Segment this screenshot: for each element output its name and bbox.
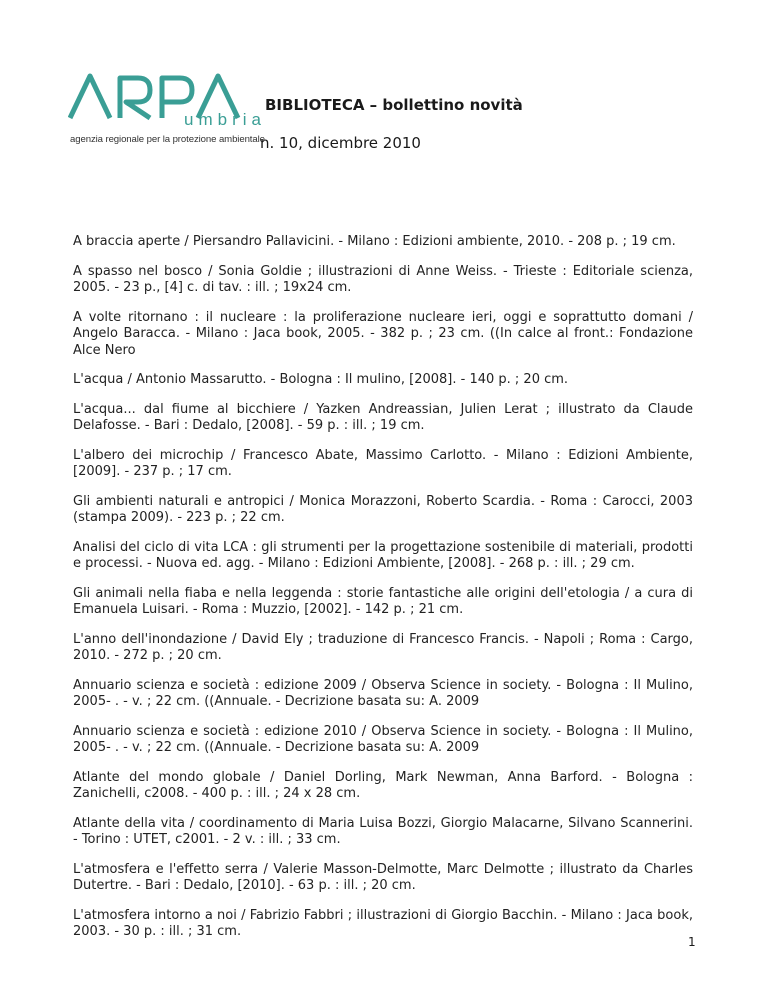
page-title: BIBLIOTECA – bollettino novità [265, 96, 523, 114]
list-item: A braccia aperte / Piersandro Pallavicini. - Milano : Edizioni ambiente, 2010. - 208 p. ; 19 cm. [73, 234, 676, 249]
logo-subtext: umbria [184, 110, 266, 129]
list-item: Analisi del ciclo di vita LCA : gli strumenti per la progettazione sostenibile di materiali, prodotti e processi. - Nuova ed. agg. - Milano : Edizioni Ambiente, [2008]. - 268 p. : ill. ; 29 cm. [73, 539, 693, 571]
list-item: A volte ritornano : il nucleare : la proliferazione nucleare ieri, oggi e soprattutto domani / Angelo Baracca. - Milano : Jaca book, 2005. - 382 p. ; 23 cm. ((In calce al front.: Fondazione Alce Nero [73, 309, 693, 358]
list-item: A spasso nel bosco / Sonia Goldie ; illustrazioni di Anne Weiss. - Trieste : Editoriale scienza, 2005. - 23 p., [4] c. di tav. : ill. ; 19x24 cm. [73, 263, 693, 295]
list-item: Annuario scienza e società : edizione 2010 / Observa Science in society. - Bologna : Il Mulino, 2005- . - v. ; 22 cm. ((Annuale. - Decrizione basata su: A. 2009 [73, 723, 693, 755]
list-item: Atlante del mondo globale / Daniel Dorling, Mark Newman, Anna Barford. - Bologna : Zanichelli, c2008. - 400 p. : ill. ; 24 x 28 cm. [73, 769, 693, 801]
list-item: L'albero dei microchip / Francesco Abate, Massimo Carlotto. - Milano : Edizioni Ambiente, [2009]. - 237 p. ; 17 cm. [73, 447, 693, 479]
list-item: L'anno dell'inondazione / David Ely ; traduzione di Francesco Francis. - Napoli ; Roma : Cargo, 2010. - 272 p. ; 20 cm. [73, 631, 693, 663]
list-item: Gli animali nella fiaba e nella leggenda : storie fantastiche alle origini dell'etologia / a cura di Emanuela Luisari. - Roma : Muzzio, [2002]. - 142 p. ; 21 cm. [73, 585, 693, 617]
bibliography-list [73, 234, 693, 954]
logo-tagline: agenzia regionale per la protezione ambientale [70, 134, 265, 145]
list-item: Gli ambienti naturali e antropici / Monica Morazzoni, Roberto Scardia. - Roma : Carocci, 2003 (stampa 2009). - 223 p. ; 22 cm. [73, 493, 693, 525]
list-item: Atlante della vita / coordinamento di Maria Luisa Bozzi, Giorgio Malacarne, Silvano Scannerini. - Torino : UTET, c2001. - 2 v. : ill. ; 33 cm. [73, 815, 693, 847]
list-item: Annuario scienza e società : edizione 2009 / Observa Science in society. - Bologna : Il Mulino, 2005- . - v. ; 22 cm. ((Annuale. - Decrizione basata su: A. 2009 [73, 677, 693, 709]
list-item: L'acqua / Antonio Massarutto. - Bologna : Il mulino, [2008]. - 140 p. ; 20 cm. [73, 372, 569, 387]
issue-number: n. 10, dicembre 2010 [260, 134, 421, 152]
arpa-umbria-logo [68, 72, 266, 154]
list-item: L'atmosfera intorno a noi / Fabrizio Fabbri ; illustrazioni di Giorgio Bacchin. - Milano : Jaca book, 2003. - 30 p. : ill. ; 31 cm. [73, 907, 693, 939]
list-item: L'acqua... dal fiume al bicchiere / Yazken Andreassian, Julien Lerat ; illustrato da Claude Delafosse. - Bari : Dedalo, [2008]. - 59 p. : ill. ; 19 cm. [73, 401, 693, 433]
list-item: L'atmosfera e l'effetto serra / Valerie Masson-Delmotte, Marc Delmotte ; illustrato da Charles Dutertre. - Bari : Dedalo, [2010]. - 63 p. : ill. ; 20 cm. [73, 861, 693, 893]
page-number: 1 [688, 935, 696, 949]
